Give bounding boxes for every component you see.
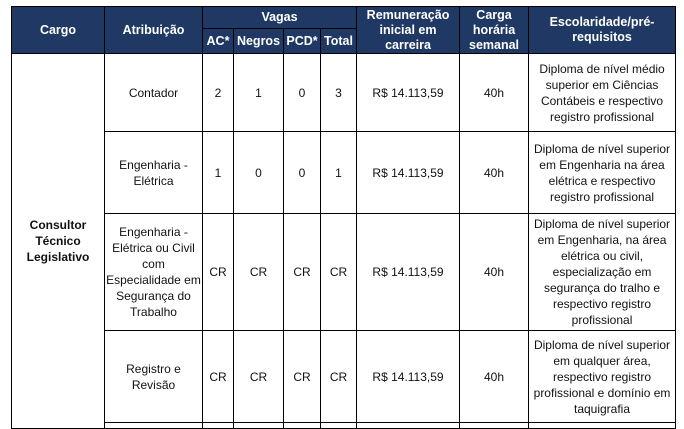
carga-cell: 40h bbox=[460, 132, 529, 214]
empty-cell bbox=[357, 423, 460, 429]
carga-cell: 40h bbox=[460, 331, 529, 423]
total-cell: 1 bbox=[321, 132, 357, 214]
pcd-cell: CR bbox=[284, 214, 321, 331]
negros-cell: CR bbox=[234, 214, 284, 331]
escolaridade-cell: Diploma de nível superior em Engenharia, na área elétrica ou civil, especialização em segurança do tralho e respectivo registro profissional bbox=[529, 214, 676, 331]
positions-table bbox=[11, 6, 676, 429]
empty-cell bbox=[284, 423, 321, 429]
header-carga: Carga horária semanal bbox=[460, 7, 529, 54]
header-total: Total bbox=[321, 29, 357, 54]
atribuicao-cell: Engenharia - Elétrica ou Civil com Especialidade em Segurança do Trabalho bbox=[105, 214, 203, 331]
header-ac: AC* bbox=[203, 29, 234, 54]
remuneracao-cell: R$ 14.113,59 bbox=[357, 54, 460, 132]
negros-cell: CR bbox=[234, 331, 284, 423]
carga-cell: 40h bbox=[460, 54, 529, 132]
table-row bbox=[12, 214, 676, 331]
table-row bbox=[12, 54, 676, 132]
empty-cell bbox=[203, 423, 234, 429]
remuneracao-cell: R$ 14.113,59 bbox=[357, 331, 460, 423]
ac-cell: CR bbox=[203, 214, 234, 331]
atribuicao-cell: Contador bbox=[105, 54, 203, 132]
empty-cell bbox=[529, 423, 676, 429]
pcd-cell: 0 bbox=[284, 132, 321, 214]
pcd-cell: 0 bbox=[284, 54, 321, 132]
remuneracao-cell: R$ 14.113,59 bbox=[357, 214, 460, 331]
ac-cell: 2 bbox=[203, 54, 234, 132]
header-remuneracao: Remuneração inicial em carreira bbox=[357, 7, 460, 54]
empty-cell bbox=[321, 423, 357, 429]
table-row bbox=[12, 423, 676, 429]
negros-cell: 1 bbox=[234, 54, 284, 132]
header-atribuicao: Atribuição bbox=[105, 7, 203, 54]
total-cell: CR bbox=[321, 331, 357, 423]
table-row bbox=[12, 331, 676, 423]
header-pcd: PCD* bbox=[284, 29, 321, 54]
total-cell: 3 bbox=[321, 54, 357, 132]
escolaridade-cell: Diploma de nível superior em Engenharia na área elétrica e respectivo registro profissional bbox=[529, 132, 676, 214]
table-row bbox=[12, 132, 676, 214]
remuneracao-cell: R$ 14.113,59 bbox=[357, 132, 460, 214]
header-cargo: Cargo bbox=[12, 7, 105, 54]
header-escolaridade: Escolaridade/pré-requisitos bbox=[529, 7, 676, 54]
escolaridade-cell: Diploma de nível médio superior em Ciências Contábeis e respectivo registro profissional bbox=[529, 54, 676, 132]
header-negros: Negros bbox=[234, 29, 284, 54]
empty-cell bbox=[460, 423, 529, 429]
total-cell: CR bbox=[321, 214, 357, 331]
atribuicao-cell: Engenharia - Elétrica bbox=[105, 132, 203, 214]
pcd-cell: CR bbox=[284, 331, 321, 423]
negros-cell: 0 bbox=[234, 132, 284, 214]
header-vagas: Vagas bbox=[203, 7, 357, 29]
atribuicao-cell: Registro e Revisão bbox=[105, 331, 203, 423]
empty-cell bbox=[234, 423, 284, 429]
empty-cell bbox=[105, 423, 203, 429]
cargo-cell: Consultor Técnico Legislativo bbox=[12, 54, 105, 429]
ac-cell: 1 bbox=[203, 132, 234, 214]
carga-cell: 40h bbox=[460, 214, 529, 331]
ac-cell: CR bbox=[203, 331, 234, 423]
escolaridade-cell: Diploma de nível superior em qualquer área, respectivo registro profissional e domínio em taquigrafia bbox=[529, 331, 676, 423]
